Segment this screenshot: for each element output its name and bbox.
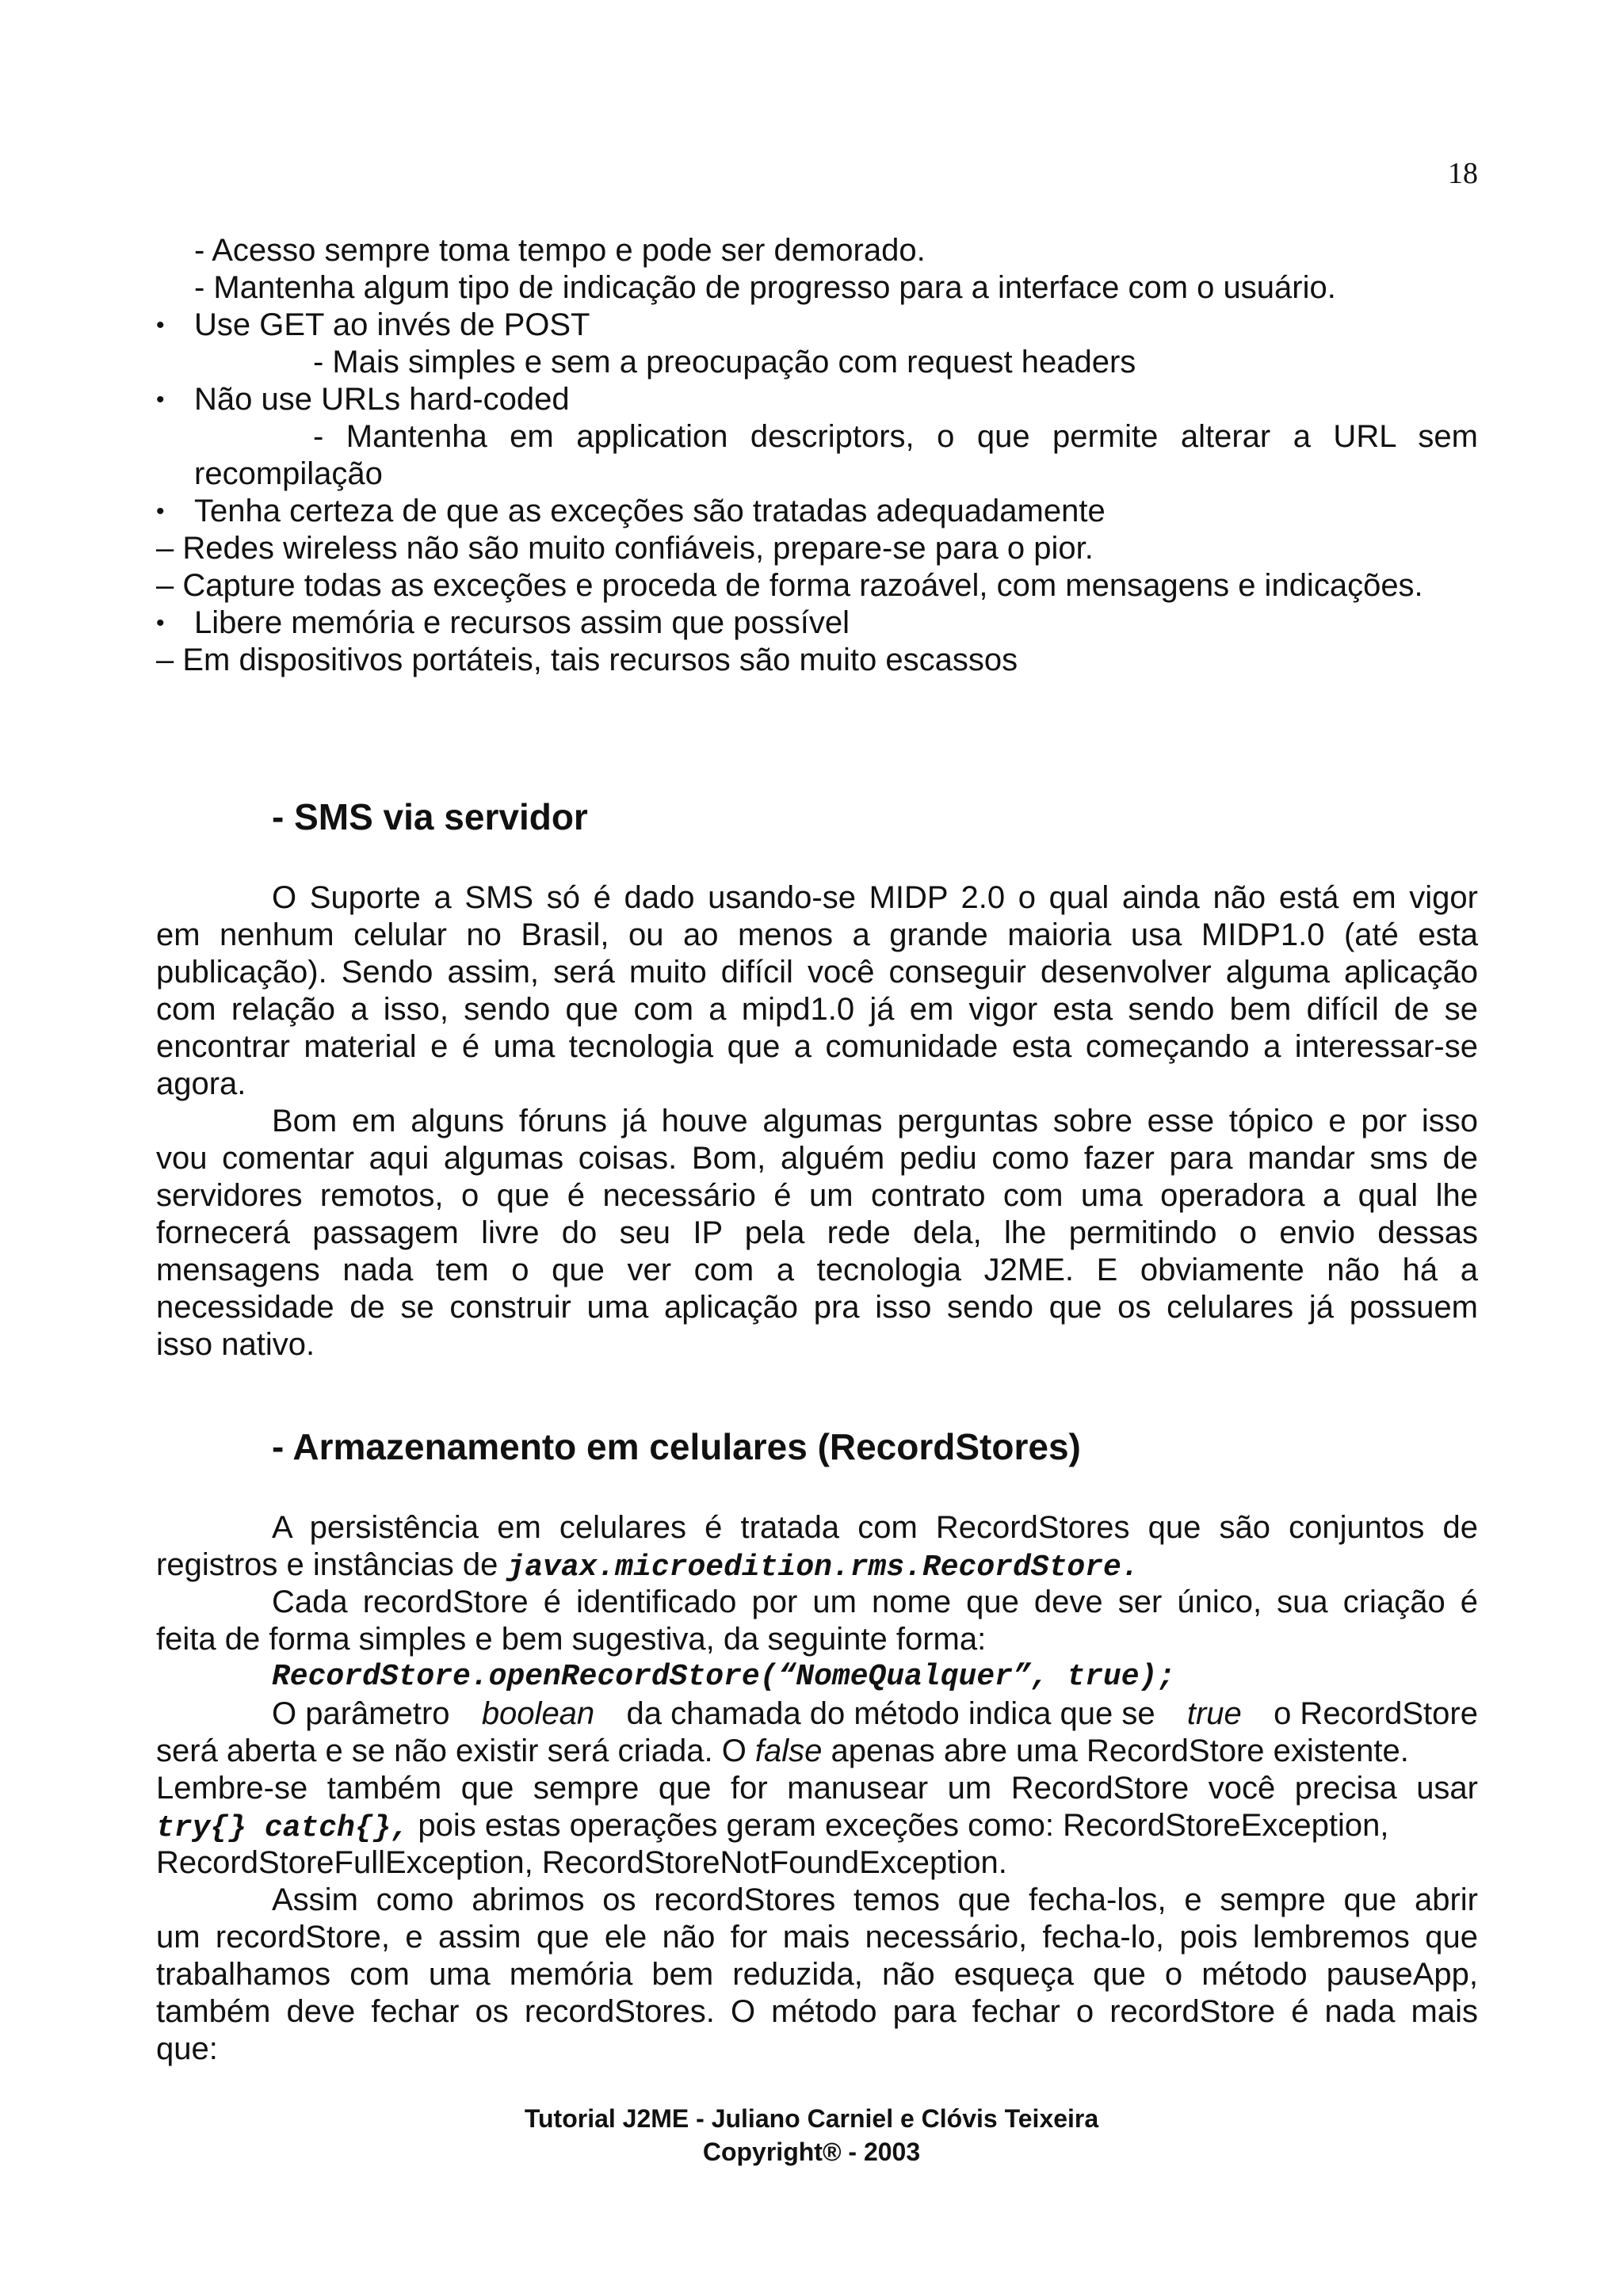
list-subitem-cont: recompilação: [194, 456, 383, 491]
paragraph-text: registros e instâncias de: [156, 1547, 507, 1582]
paragraph-line: encontrar material e é uma tecnologia que a comunidade esta começando a interessar-se: [156, 1029, 1478, 1064]
paragraph-line: O Suporte a SMS só é dado usando-se MIDP 2.0 o qual ainda não está em vigor: [272, 880, 1478, 915]
paragraph-text: pois estas operações geram exceções como: RecordStoreException,: [409, 1808, 1389, 1843]
paragraph-line: Cada recordStore é identificado por um nome que deve ser único, sua criação é: [272, 1585, 1478, 1619]
paragraph-text: apenas abre uma RecordStore existente.: [822, 1733, 1409, 1768]
paragraph-text: O parâmetro: [272, 1696, 459, 1731]
bullet-icon: •: [156, 610, 165, 636]
footer-copyright: Copyright® - 2003: [702, 2138, 921, 2166]
bullet-icon: •: [156, 387, 165, 413]
italic-term: false: [754, 1733, 823, 1768]
italic-term: boolean: [481, 1696, 595, 1731]
paragraph-text: da chamada do método indica que se: [617, 1696, 1164, 1731]
list-item: Tenha certeza de que as exceções são tratadas adequadamente: [194, 494, 1106, 528]
code-try-catch: try{} catch{},: [156, 1811, 410, 1845]
paragraph-line: um recordStore, e assim que ele não for mais necessário, fecha-lo, pois lembremos que: [156, 1920, 1478, 1955]
paragraph-text: será aberta e se não existir será criada. O: [156, 1733, 755, 1768]
list-item: Libere memória e recursos assim que possível: [194, 605, 850, 640]
paragraph-line: feita de forma simples e bem sugestiva, da seguinte forma:: [156, 1622, 987, 1657]
paragraph-line: [156, 1547, 1478, 1584]
paragraph-line: [156, 1733, 1478, 1770]
list-dash-item: – Redes wireless não são muito confiáveis, prepare-se para o pior.: [156, 531, 1094, 566]
paragraph-line: RecordStoreFullException, RecordStoreNotFoundException.: [156, 1845, 1007, 1880]
section-heading-sms: - SMS via servidor: [272, 796, 588, 837]
list-dash-item: – Capture todas as exceções e proceda de forma razoável, com mensagens e indicações.: [156, 568, 1423, 603]
code-snippet-open: RecordStore.openRecordStore(“NomeQualquer”, true);: [272, 1660, 1176, 1694]
paragraph-line: [272, 1695, 1478, 1733]
list-subitem: - Acesso sempre toma tempo e pode ser demorado.: [194, 233, 926, 268]
paragraph-line: [156, 1807, 1478, 1844]
paragraph-text: o RecordStore: [1264, 1696, 1478, 1731]
paragraph-line: publicação). Sendo assim, será muito difícil você conseguir desenvolver alguma aplicação: [156, 955, 1478, 990]
paragraph-line: agora.: [156, 1066, 246, 1101]
paragraph-line: vou comentar aqui algumas coisas. Bom, alguém pediu como fazer para mandar sms de: [156, 1141, 1478, 1176]
bullet-icon: •: [156, 312, 165, 338]
paragraph-line: Bom em alguns fóruns já houve algumas perguntas sobre esse tópico e por isso: [272, 1104, 1478, 1138]
paragraph-line: mensagens nada tem o que ver com a tecnologia J2ME. E obviamente não há a: [156, 1253, 1478, 1287]
section-heading-recordstores: - Armazenamento em celulares (RecordStores): [272, 1426, 1081, 1467]
paragraph-line: fornecerá passagem livre do seu IP pela rede dela, lhe permitindo o envio dessas: [156, 1215, 1478, 1250]
paragraph-line: A persistência em celulares é tratada com RecordStores que são conjuntos de: [272, 1510, 1478, 1545]
list-item: Não use URLs hard-coded: [194, 382, 570, 417]
paragraph-line: Lembre-se também que sempre que for manusear um RecordStore você precisa usar: [156, 1771, 1478, 1806]
page-number: 18: [1448, 157, 1478, 190]
list-item: Use GET ao invés de POST: [194, 307, 590, 342]
paragraph-line: também deve fechar os recordStores. O método para fechar o recordStore é nada mais: [156, 1994, 1478, 2029]
paragraph-line: trabalhamos com uma memória bem reduzida, não esqueça que o método pauseApp,: [156, 1957, 1478, 1992]
list-subitem: - Mais simples e sem a preocupação com request headers: [313, 345, 1136, 379]
list-subitem: - Mantenha em application descriptors, o que permite alterar a URL sem: [313, 419, 1478, 454]
paragraph-line: isso nativo.: [156, 1327, 315, 1362]
bullet-icon: •: [156, 498, 165, 524]
italic-term: true: [1186, 1696, 1242, 1731]
paragraph-line: com relação a isso, sendo que com a mipd1.0 já em vigor esta sendo bem difícil de se: [156, 992, 1478, 1027]
list-dash-item: – Em dispositivos portáteis, tais recursos são muito escassos: [156, 643, 1018, 677]
paragraph-line: que:: [156, 2031, 218, 2066]
paragraph-line: servidores remotos, o que é necessário é um contrato com uma operadora a qual lhe: [156, 1178, 1478, 1213]
footer-title: Tutorial J2ME - Juliano Carniel e Clóvis Teixeira: [524, 2104, 1099, 2133]
code-class-name: javax.microedition.rms.RecordStore.: [506, 1550, 1140, 1585]
paragraph-line: em nenhum celular no Brasil, ou ao menos a grande maioria usa MIDP1.0 (até esta: [156, 917, 1478, 952]
paragraph-line: Assim como abrimos os recordStores temos que fecha-los, e sempre que abrir: [272, 1882, 1478, 1917]
paragraph-line: necessidade de se construir uma aplicação pra isso sendo que os celulares já possuem: [156, 1290, 1478, 1325]
list-subitem: - Mantenha algum tipo de indicação de progresso para a interface com o usuário.: [194, 270, 1336, 305]
